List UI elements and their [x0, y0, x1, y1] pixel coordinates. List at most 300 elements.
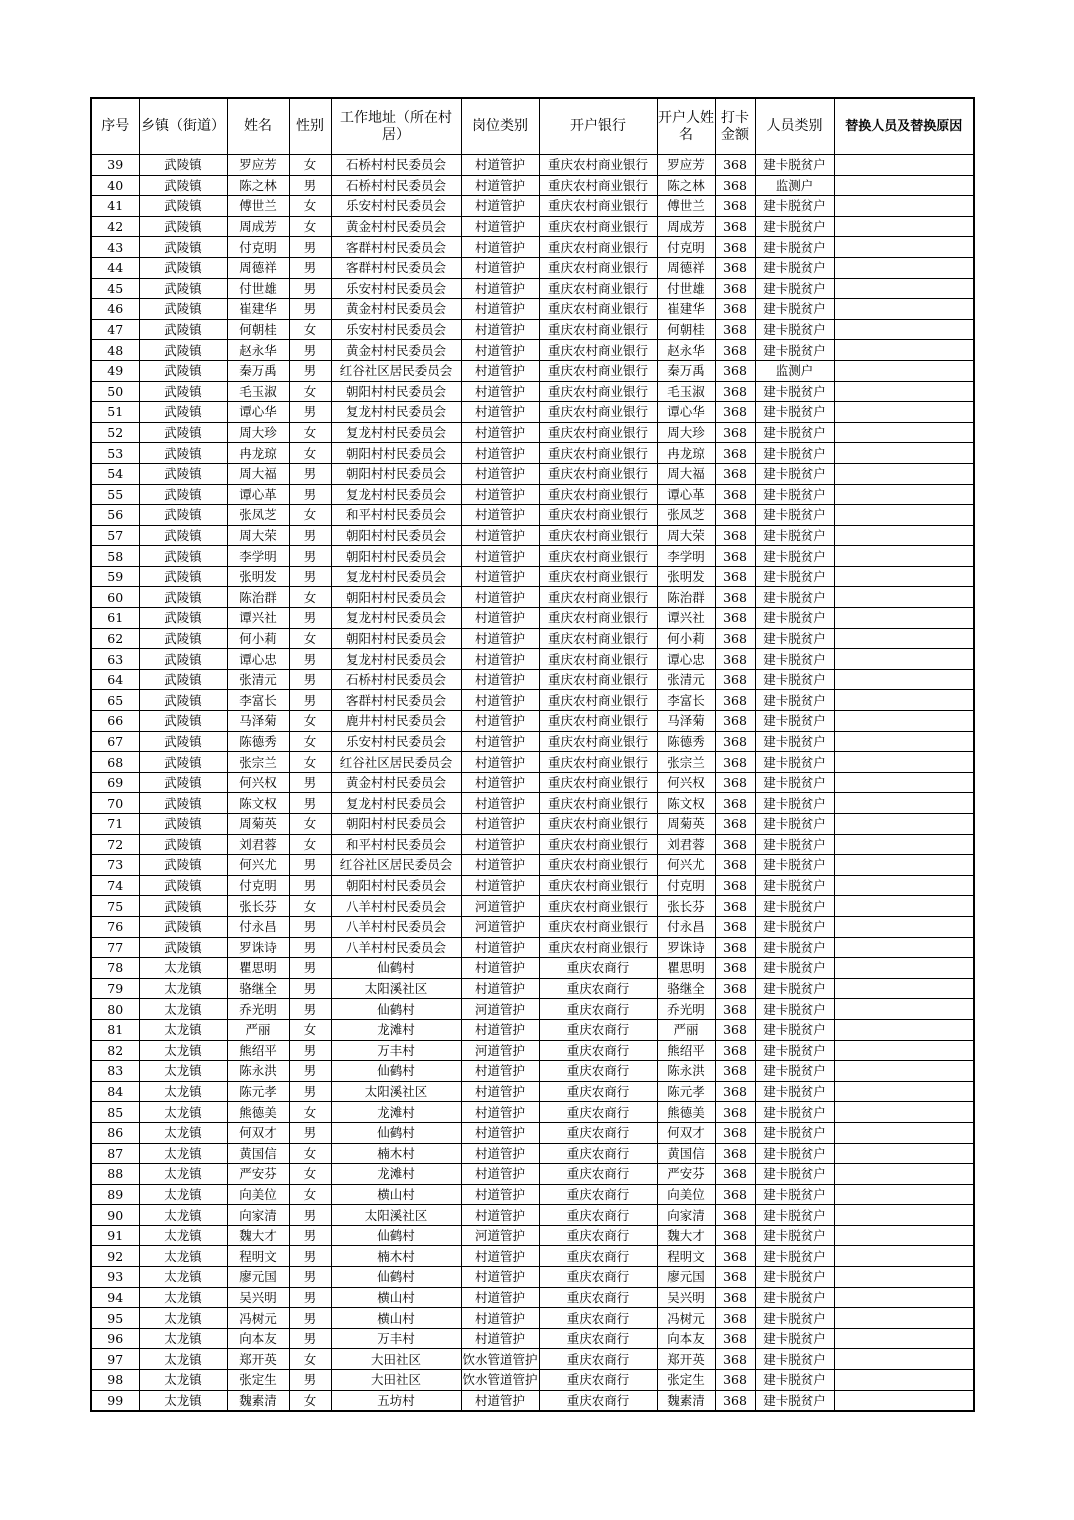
- cell-amount: 368: [715, 1122, 755, 1143]
- cell-person-category: 建卡脱贫户: [755, 546, 834, 567]
- cell-gender: 男: [289, 978, 331, 999]
- cell-account-holder: 周大珍: [657, 422, 715, 443]
- cell-gender: 男: [289, 855, 331, 876]
- header-amount: 打卡金额: [715, 98, 755, 155]
- cell-replacement: [834, 711, 974, 732]
- cell-account-holder: 严安芬: [657, 1164, 715, 1185]
- cell-bank: 重庆农村商业银行: [539, 690, 657, 711]
- cell-post-type: 村道管护: [461, 443, 539, 464]
- cell-index: 51: [91, 402, 139, 423]
- cell-bank: 重庆农村商业银行: [539, 319, 657, 340]
- cell-work-address: 复龙村村民委员会: [331, 422, 461, 443]
- cell-account-holder: 付世雄: [657, 278, 715, 299]
- cell-work-address: 大田社区: [331, 1349, 461, 1370]
- table-row: [91, 278, 974, 299]
- cell-index: 56: [91, 505, 139, 526]
- cell-account-holder: 谭兴社: [657, 608, 715, 629]
- cell-replacement: [834, 1328, 974, 1349]
- cell-bank: 重庆农村商业银行: [539, 257, 657, 278]
- cell-gender: 男: [289, 958, 331, 979]
- cell-gender: 男: [289, 1122, 331, 1143]
- cell-replacement: [834, 443, 974, 464]
- cell-index: 63: [91, 649, 139, 670]
- cell-work-address: 横山村: [331, 1308, 461, 1329]
- cell-gender: 男: [289, 175, 331, 196]
- cell-account-holder: 付克明: [657, 875, 715, 896]
- cell-name: 骆继全: [227, 978, 289, 999]
- cell-account-holder: 向家清: [657, 1205, 715, 1226]
- cell-bank: 重庆农村商业银行: [539, 772, 657, 793]
- cell-person-category: 建卡脱贫户: [755, 1102, 834, 1123]
- cell-person-category: 建卡脱贫户: [755, 257, 834, 278]
- cell-bank: 重庆农村商业银行: [539, 155, 657, 176]
- cell-work-address: 乐安村村民委员会: [331, 319, 461, 340]
- cell-post-type: 河道管护: [461, 1040, 539, 1061]
- header-gender: 性别: [289, 98, 331, 155]
- cell-bank: 重庆农村商业银行: [539, 834, 657, 855]
- cell-index: 95: [91, 1308, 139, 1329]
- cell-name: 张清元: [227, 669, 289, 690]
- cell-account-holder: 张凤芝: [657, 505, 715, 526]
- cell-bank: 重庆农商行: [539, 1164, 657, 1185]
- cell-person-category: 建卡脱贫户: [755, 752, 834, 773]
- cell-index: 85: [91, 1102, 139, 1123]
- cell-gender: 男: [289, 937, 331, 958]
- cell-post-type: 村道管护: [461, 731, 539, 752]
- cell-index: 43: [91, 237, 139, 258]
- cell-bank: 重庆农村商业银行: [539, 505, 657, 526]
- table-row: [91, 834, 974, 855]
- table-row: [91, 669, 974, 690]
- cell-account-holder: 付永昌: [657, 916, 715, 937]
- cell-bank: 重庆农村商业银行: [539, 299, 657, 320]
- cell-gender: 男: [289, 690, 331, 711]
- cell-account-holder: 李学明: [657, 546, 715, 567]
- cell-name: 崔建华: [227, 299, 289, 320]
- cell-amount: 368: [715, 690, 755, 711]
- cell-replacement: [834, 1102, 974, 1123]
- cell-amount: 368: [715, 711, 755, 732]
- table-row: [91, 731, 974, 752]
- cell-gender: 女: [289, 505, 331, 526]
- cell-post-type: 村道管护: [461, 299, 539, 320]
- cell-gender: 男: [289, 278, 331, 299]
- cell-work-address: 黄金村村民委员会: [331, 340, 461, 361]
- cell-post-type: 村道管护: [461, 1102, 539, 1123]
- cell-post-type: 村道管护: [461, 175, 539, 196]
- cell-person-category: 建卡脱贫户: [755, 1390, 834, 1411]
- cell-post-type: 村道管护: [461, 237, 539, 258]
- cell-person-category: 建卡脱贫户: [755, 1267, 834, 1288]
- cell-gender: 女: [289, 814, 331, 835]
- cell-name: 李学明: [227, 546, 289, 567]
- cell-account-holder: 陈永洪: [657, 1061, 715, 1082]
- cell-index: 74: [91, 875, 139, 896]
- cell-replacement: [834, 1308, 974, 1329]
- cell-person-category: 建卡脱贫户: [755, 1349, 834, 1370]
- cell-amount: 368: [715, 381, 755, 402]
- cell-account-holder: 熊绍平: [657, 1040, 715, 1061]
- cell-account-holder: 张定生: [657, 1370, 715, 1391]
- cell-replacement: [834, 1122, 974, 1143]
- cell-town: 武陵镇: [139, 916, 227, 937]
- cell-gender: 男: [289, 1287, 331, 1308]
- cell-post-type: 村道管护: [461, 1143, 539, 1164]
- cell-replacement: [834, 752, 974, 773]
- cell-bank: 重庆农村商业银行: [539, 463, 657, 484]
- cell-account-holder: 赵永华: [657, 340, 715, 361]
- cell-post-type: 村道管护: [461, 566, 539, 587]
- cell-name: 瞿思明: [227, 958, 289, 979]
- cell-bank: 重庆农商行: [539, 1019, 657, 1040]
- cell-index: 62: [91, 628, 139, 649]
- cell-work-address: 仙鹤村: [331, 1122, 461, 1143]
- cell-index: 47: [91, 319, 139, 340]
- cell-replacement: [834, 237, 974, 258]
- cell-person-category: 建卡脱贫户: [755, 669, 834, 690]
- cell-work-address: 太阳溪社区: [331, 1205, 461, 1226]
- cell-replacement: [834, 669, 974, 690]
- cell-name: 熊德美: [227, 1102, 289, 1123]
- cell-index: 80: [91, 999, 139, 1020]
- cell-person-category: 建卡脱贫户: [755, 731, 834, 752]
- cell-post-type: 村道管护: [461, 978, 539, 999]
- cell-amount: 368: [715, 649, 755, 670]
- cell-account-holder: 付克明: [657, 237, 715, 258]
- cell-gender: 女: [289, 422, 331, 443]
- cell-gender: 女: [289, 1019, 331, 1040]
- cell-work-address: 红谷社区居民委员会: [331, 752, 461, 773]
- cell-work-address: 八羊村村民委员会: [331, 937, 461, 958]
- cell-bank: 重庆农村商业银行: [539, 525, 657, 546]
- cell-post-type: 村道管护: [461, 1205, 539, 1226]
- cell-bank: 重庆农商行: [539, 1102, 657, 1123]
- cell-account-holder: 何兴权: [657, 772, 715, 793]
- cell-index: 50: [91, 381, 139, 402]
- cell-work-address: 太阳溪社区: [331, 1081, 461, 1102]
- cell-post-type: 河道管护: [461, 999, 539, 1020]
- cell-person-category: 建卡脱贫户: [755, 937, 834, 958]
- cell-gender: 女: [289, 1349, 331, 1370]
- cell-town: 太龙镇: [139, 1164, 227, 1185]
- cell-amount: 368: [715, 340, 755, 361]
- cell-bank: 重庆农村商业银行: [539, 628, 657, 649]
- cell-bank: 重庆农商行: [539, 999, 657, 1020]
- cell-replacement: [834, 937, 974, 958]
- cell-post-type: 村道管护: [461, 257, 539, 278]
- cell-amount: 368: [715, 1164, 755, 1185]
- cell-work-address: 仙鹤村: [331, 999, 461, 1020]
- cell-town: 武陵镇: [139, 669, 227, 690]
- cell-replacement: [834, 175, 974, 196]
- cell-work-address: 朝阳村村民委员会: [331, 875, 461, 896]
- cell-gender: 女: [289, 381, 331, 402]
- cell-bank: 重庆农商行: [539, 1143, 657, 1164]
- cell-town: 太龙镇: [139, 1205, 227, 1226]
- cell-gender: 男: [289, 1225, 331, 1246]
- cell-name: 周大福: [227, 463, 289, 484]
- table-row: [91, 608, 974, 629]
- cell-work-address: 仙鹤村: [331, 958, 461, 979]
- cell-person-category: 建卡脱贫户: [755, 299, 834, 320]
- cell-work-address: 复龙村村民委员会: [331, 484, 461, 505]
- cell-replacement: [834, 649, 974, 670]
- cell-account-holder: 廖元国: [657, 1267, 715, 1288]
- cell-amount: 368: [715, 1184, 755, 1205]
- cell-replacement: [834, 422, 974, 443]
- cell-name: 陈元孝: [227, 1081, 289, 1102]
- cell-person-category: 建卡脱贫户: [755, 772, 834, 793]
- cell-person-category: 建卡脱贫户: [755, 237, 834, 258]
- cell-replacement: [834, 463, 974, 484]
- cell-account-holder: 周菊英: [657, 814, 715, 835]
- cell-work-address: 万丰村: [331, 1328, 461, 1349]
- cell-name: 马泽菊: [227, 711, 289, 732]
- table-row: [91, 1184, 974, 1205]
- table-row: [91, 1143, 974, 1164]
- cell-gender: 女: [289, 319, 331, 340]
- cell-bank: 重庆农商行: [539, 1040, 657, 1061]
- cell-index: 61: [91, 608, 139, 629]
- cell-gender: 女: [289, 711, 331, 732]
- cell-gender: 男: [289, 1328, 331, 1349]
- cell-index: 41: [91, 196, 139, 217]
- cell-work-address: 朝阳村村民委员会: [331, 443, 461, 464]
- cell-index: 93: [91, 1267, 139, 1288]
- cell-index: 84: [91, 1081, 139, 1102]
- cell-account-holder: 毛玉淑: [657, 381, 715, 402]
- cell-town: 太龙镇: [139, 1061, 227, 1082]
- cell-gender: 男: [289, 360, 331, 381]
- cell-bank: 重庆农村商业银行: [539, 896, 657, 917]
- table-row: [91, 299, 974, 320]
- cell-post-type: 村道管护: [461, 1390, 539, 1411]
- cell-amount: 368: [715, 752, 755, 773]
- table-row: [91, 505, 974, 526]
- cell-post-type: 村道管护: [461, 814, 539, 835]
- cell-amount: 368: [715, 237, 755, 258]
- cell-replacement: [834, 793, 974, 814]
- cell-work-address: 鹿井村村民委员会: [331, 711, 461, 732]
- table-row: [91, 690, 974, 711]
- cell-account-holder: 罗诛诗: [657, 937, 715, 958]
- cell-account-holder: 向本友: [657, 1328, 715, 1349]
- cell-name: 魏大才: [227, 1225, 289, 1246]
- cell-post-type: 村道管护: [461, 628, 539, 649]
- cell-post-type: 村道管护: [461, 155, 539, 176]
- cell-name: 程明文: [227, 1246, 289, 1267]
- cell-post-type: 村道管护: [461, 834, 539, 855]
- cell-town: 武陵镇: [139, 690, 227, 711]
- cell-post-type: 村道管护: [461, 484, 539, 505]
- table-row: [91, 958, 974, 979]
- cell-town: 武陵镇: [139, 340, 227, 361]
- cell-replacement: [834, 1143, 974, 1164]
- cell-bank: 重庆农村商业银行: [539, 608, 657, 629]
- cell-person-category: 建卡脱贫户: [755, 381, 834, 402]
- table-row: [91, 916, 974, 937]
- cell-bank: 重庆农村商业银行: [539, 731, 657, 752]
- cell-person-category: 建卡脱贫户: [755, 1122, 834, 1143]
- cell-index: 72: [91, 834, 139, 855]
- cell-town: 太龙镇: [139, 1184, 227, 1205]
- cell-gender: 女: [289, 155, 331, 176]
- cell-person-category: 监测户: [755, 360, 834, 381]
- cell-town: 太龙镇: [139, 1102, 227, 1123]
- cell-amount: 368: [715, 443, 755, 464]
- cell-bank: 重庆农商行: [539, 1390, 657, 1411]
- table-row: [91, 1040, 974, 1061]
- cell-amount: 368: [715, 1102, 755, 1123]
- cell-post-type: 村道管护: [461, 1328, 539, 1349]
- cell-gender: 男: [289, 793, 331, 814]
- cell-amount: 368: [715, 1267, 755, 1288]
- cell-work-address: 朝阳村村民委员会: [331, 525, 461, 546]
- cell-work-address: 红谷社区居民委员会: [331, 855, 461, 876]
- cell-town: 武陵镇: [139, 463, 227, 484]
- cell-person-category: 建卡脱贫户: [755, 402, 834, 423]
- table-row: [91, 360, 974, 381]
- cell-person-category: 建卡脱贫户: [755, 525, 834, 546]
- cell-town: 武陵镇: [139, 505, 227, 526]
- cell-gender: 男: [289, 1040, 331, 1061]
- cell-index: 99: [91, 1390, 139, 1411]
- cell-amount: 368: [715, 1370, 755, 1391]
- cell-person-category: 建卡脱贫户: [755, 649, 834, 670]
- cell-name: 张长芬: [227, 896, 289, 917]
- cell-post-type: 村道管护: [461, 463, 539, 484]
- cell-account-holder: 陈文权: [657, 793, 715, 814]
- cell-replacement: [834, 814, 974, 835]
- table-row: [91, 196, 974, 217]
- cell-town: 武陵镇: [139, 772, 227, 793]
- cell-index: 70: [91, 793, 139, 814]
- cell-replacement: [834, 566, 974, 587]
- cell-name: 郑开英: [227, 1349, 289, 1370]
- cell-person-category: 建卡脱贫户: [755, 1328, 834, 1349]
- cell-index: 69: [91, 772, 139, 793]
- cell-replacement: [834, 1370, 974, 1391]
- cell-amount: 368: [715, 896, 755, 917]
- cell-gender: 男: [289, 875, 331, 896]
- cell-post-type: 村道管护: [461, 752, 539, 773]
- cell-gender: 女: [289, 1390, 331, 1411]
- table-row: [91, 1164, 974, 1185]
- cell-work-address: 复龙村村民委员会: [331, 608, 461, 629]
- cell-work-address: 复龙村村民委员会: [331, 402, 461, 423]
- cell-account-holder: 秦万禹: [657, 360, 715, 381]
- cell-town: 武陵镇: [139, 155, 227, 176]
- cell-amount: 368: [715, 731, 755, 752]
- cell-work-address: 客群村村民委员会: [331, 237, 461, 258]
- cell-work-address: 朝阳村村民委员会: [331, 628, 461, 649]
- header-work-address: 工作地址（所在村居）: [331, 98, 461, 155]
- cell-name: 陈文权: [227, 793, 289, 814]
- cell-account-holder: 陈治群: [657, 587, 715, 608]
- cell-gender: 男: [289, 1061, 331, 1082]
- cell-town: 武陵镇: [139, 257, 227, 278]
- table-row: [91, 463, 974, 484]
- cell-gender: 女: [289, 216, 331, 237]
- cell-name: 毛玉淑: [227, 381, 289, 402]
- cell-name: 乔光明: [227, 999, 289, 1020]
- cell-post-type: 村道管护: [461, 1184, 539, 1205]
- cell-work-address: 朝阳村村民委员会: [331, 587, 461, 608]
- cell-town: 太龙镇: [139, 1246, 227, 1267]
- cell-replacement: [834, 896, 974, 917]
- cell-replacement: [834, 319, 974, 340]
- cell-name: 周德祥: [227, 257, 289, 278]
- cell-replacement: [834, 834, 974, 855]
- cell-bank: 重庆农商行: [539, 1349, 657, 1370]
- cell-gender: 女: [289, 896, 331, 917]
- cell-gender: 女: [289, 731, 331, 752]
- cell-person-category: 建卡脱贫户: [755, 814, 834, 835]
- cell-name: 何兴尤: [227, 855, 289, 876]
- cell-name: 张定生: [227, 1370, 289, 1391]
- table-row: [91, 381, 974, 402]
- cell-replacement: [834, 340, 974, 361]
- header-index: 序号: [91, 98, 139, 155]
- cell-person-category: 建卡脱贫户: [755, 319, 834, 340]
- cell-person-category: 建卡脱贫户: [755, 1370, 834, 1391]
- cell-post-type: 饮水管道管护: [461, 1370, 539, 1391]
- cell-replacement: [834, 216, 974, 237]
- table-row: [91, 1102, 974, 1123]
- cell-work-address: 龙滩村: [331, 1102, 461, 1123]
- cell-town: 武陵镇: [139, 752, 227, 773]
- cell-index: 87: [91, 1143, 139, 1164]
- header-account-holder: 开户人姓名: [657, 98, 715, 155]
- cell-name: 谭兴社: [227, 608, 289, 629]
- cell-work-address: 万丰村: [331, 1040, 461, 1061]
- table-row: [91, 155, 974, 176]
- cell-work-address: 客群村村民委员会: [331, 257, 461, 278]
- cell-replacement: [834, 855, 974, 876]
- cell-post-type: 村道管护: [461, 422, 539, 443]
- cell-town: 太龙镇: [139, 1143, 227, 1164]
- cell-replacement: [834, 1040, 974, 1061]
- cell-post-type: 村道管护: [461, 1246, 539, 1267]
- cell-town: 武陵镇: [139, 587, 227, 608]
- cell-person-category: 建卡脱贫户: [755, 958, 834, 979]
- cell-town: 武陵镇: [139, 855, 227, 876]
- cell-work-address: 龙滩村: [331, 1019, 461, 1040]
- cell-replacement: [834, 381, 974, 402]
- cell-post-type: 村道管护: [461, 608, 539, 629]
- cell-name: 秦万禹: [227, 360, 289, 381]
- cell-person-category: 建卡脱贫户: [755, 1081, 834, 1102]
- cell-index: 83: [91, 1061, 139, 1082]
- cell-amount: 368: [715, 1205, 755, 1226]
- cell-index: 73: [91, 855, 139, 876]
- cell-amount: 368: [715, 402, 755, 423]
- cell-name: 付克明: [227, 875, 289, 896]
- cell-post-type: 村道管护: [461, 1287, 539, 1308]
- table-row: [91, 237, 974, 258]
- cell-gender: 男: [289, 772, 331, 793]
- cell-bank: 重庆农村商业银行: [539, 669, 657, 690]
- cell-post-type: 河道管护: [461, 896, 539, 917]
- cell-work-address: 复龙村村民委员会: [331, 649, 461, 670]
- cell-person-category: 建卡脱贫户: [755, 690, 834, 711]
- cell-person-category: 建卡脱贫户: [755, 196, 834, 217]
- cell-post-type: 村道管护: [461, 587, 539, 608]
- cell-post-type: 村道管护: [461, 278, 539, 299]
- cell-account-holder: 周成芳: [657, 216, 715, 237]
- cell-work-address: 朝阳村村民委员会: [331, 546, 461, 567]
- table-row: [91, 978, 974, 999]
